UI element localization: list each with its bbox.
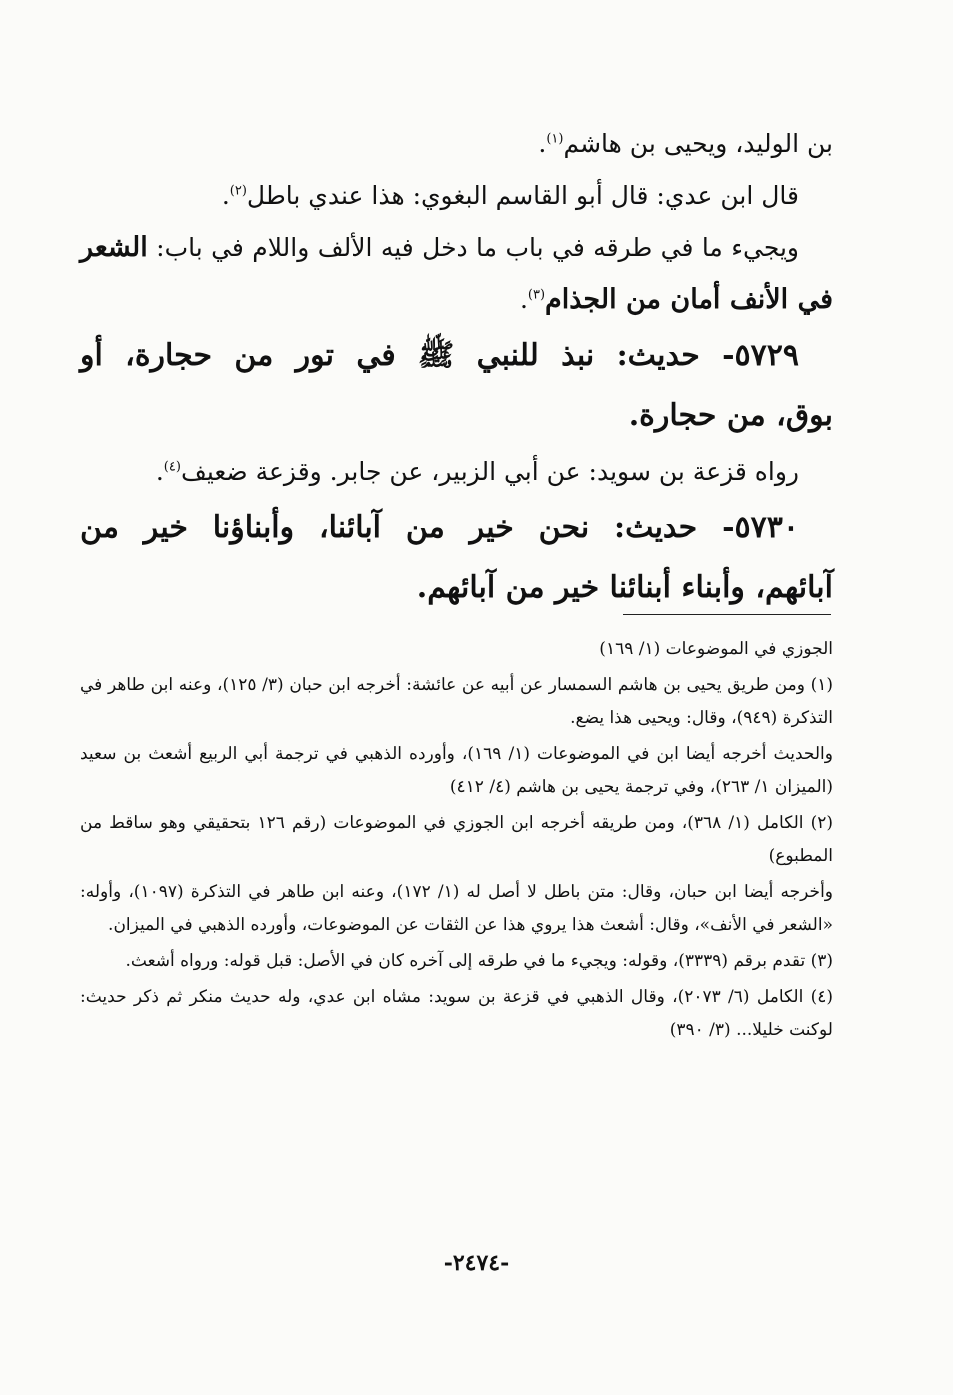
line-3-text: ويجيء ما في طرقه في باب ما دخل فيه الألف واللام في باب:	[156, 233, 799, 262]
line-4-bold-text: في الأنف أمان من الجذام	[545, 284, 833, 315]
entry-5730-line-1: ٥٧٣٠- حديث: نحن خير من آبائنا، وأبناؤنا خير من	[80, 510, 799, 545]
narration-text: رواه قزعة بن سويد: عن أبي الزبير، عن جابر. وقزعة ضعيف	[180, 457, 799, 486]
text-line-3	[80, 222, 833, 274]
main-text	[80, 118, 833, 618]
line-1-text: بن الوليد، ويحيى بن هاشم	[563, 129, 833, 158]
footnote-divider	[623, 614, 831, 615]
line-2-text: قال ابن عدي: قال أبو القاسم البغوي: هذا عندي باطل	[246, 181, 799, 210]
narration-line: رواه قزعة بن سويد: عن أبي الزبير، عن جابر. وقزعة ضعيف$^{(٤)}$.	[155, 457, 799, 486]
text-line-2: قال ابن عدي: قال أبو القاسم البغوي: هذا عندي باطل$^{(٢)}$.	[221, 181, 799, 210]
entry-5730-line-2: آبائهم، وأبناء أبنائنا خير من آبائهم.	[416, 570, 833, 605]
footnote-4: (٤) الكامل (٦/ ٢٠٧٣)، وقال الذهبي في قزعة بن سويد: مشاه ابن عدي، وله حديث منكر ثم ذكر حديث: لوكنت خليلا... (٣/ ٣٩٠)	[80, 987, 833, 1040]
line-3-bold-text: الشعر	[80, 232, 148, 263]
footnote-3: (٣) تقدم برقم (٣٣٣٩)، وقوله: ويجيء ما في طرقه إلى آخره كان في الأصل: قبل قوله: ورواه أشعث.	[125, 951, 833, 971]
footnote-1-continued: والحديث أخرجه أيضا ابن في الموضوعات (١/ ١٦٩)، وأورده الذهبي في ترجمة أبي الربيع أشعث بن سعيد (الميزان ١/ ٢٦٣)، وفي ترجمة يحيى بن هاشم (٤/ ٤١٢)	[80, 744, 833, 797]
footnote-continuation: الجوزي في الموضوعات (١/ ١٦٩)	[599, 639, 833, 659]
footnote-2-continued: وأخرجه أيضا ابن حبان، وقال: متن باطل لا أصل له (١/ ١٧٢)، وعنه ابن طاهر في التذكرة (١٠٩٧)، وأوله: «الشعر في الأنف»، وقال: أشعث هذا يروي هذا عن الثقات عن الموضوعات، وأورده الذهبي في الميزان.	[80, 882, 834, 935]
footnote-marker-4[interactable]: (٤)	[163, 459, 181, 475]
entry-5729-line-2: بوق، من حجارة.	[628, 398, 833, 433]
text-line-1: بن الوليد، ويحيى بن هاشم$^{(١)}$.	[538, 129, 833, 158]
footnote-marker-2[interactable]: (٢)	[229, 183, 247, 199]
footnote-marker-3[interactable]: (٣)	[527, 287, 546, 303]
footnote-1: (١) ومن طريق يحيى بن هاشم السمسار عن أبيه عن عائشة: أخرجه ابن حبان (٣/ ١٢٥)، وعنه ابن طاهر في التذكرة (٩٤٩)، وقال: ويحيى هذا يضع.	[80, 675, 834, 728]
text-line-4: في الأنف أمان من الجذام$^{(٣)}$.	[519, 284, 833, 315]
entry-5729-line-1: ٥٧٢٩- حديث: نبذ للنبي ﷺ في تور من حجارة، أو	[80, 338, 799, 373]
footnote-marker-1[interactable]: (١)	[546, 131, 564, 147]
footnote-2: (٢) الكامل (١/ ٣٦٨)، ومن طريقه أخرجه ابن الجوزي في الموضوعات (رقم ١٢٦ بتحقيقي وهو ساقط من المطبوع)	[80, 813, 833, 866]
page-number: -٢٤٧٤-	[443, 1250, 510, 1276]
footnotes-section	[80, 633, 833, 1050]
